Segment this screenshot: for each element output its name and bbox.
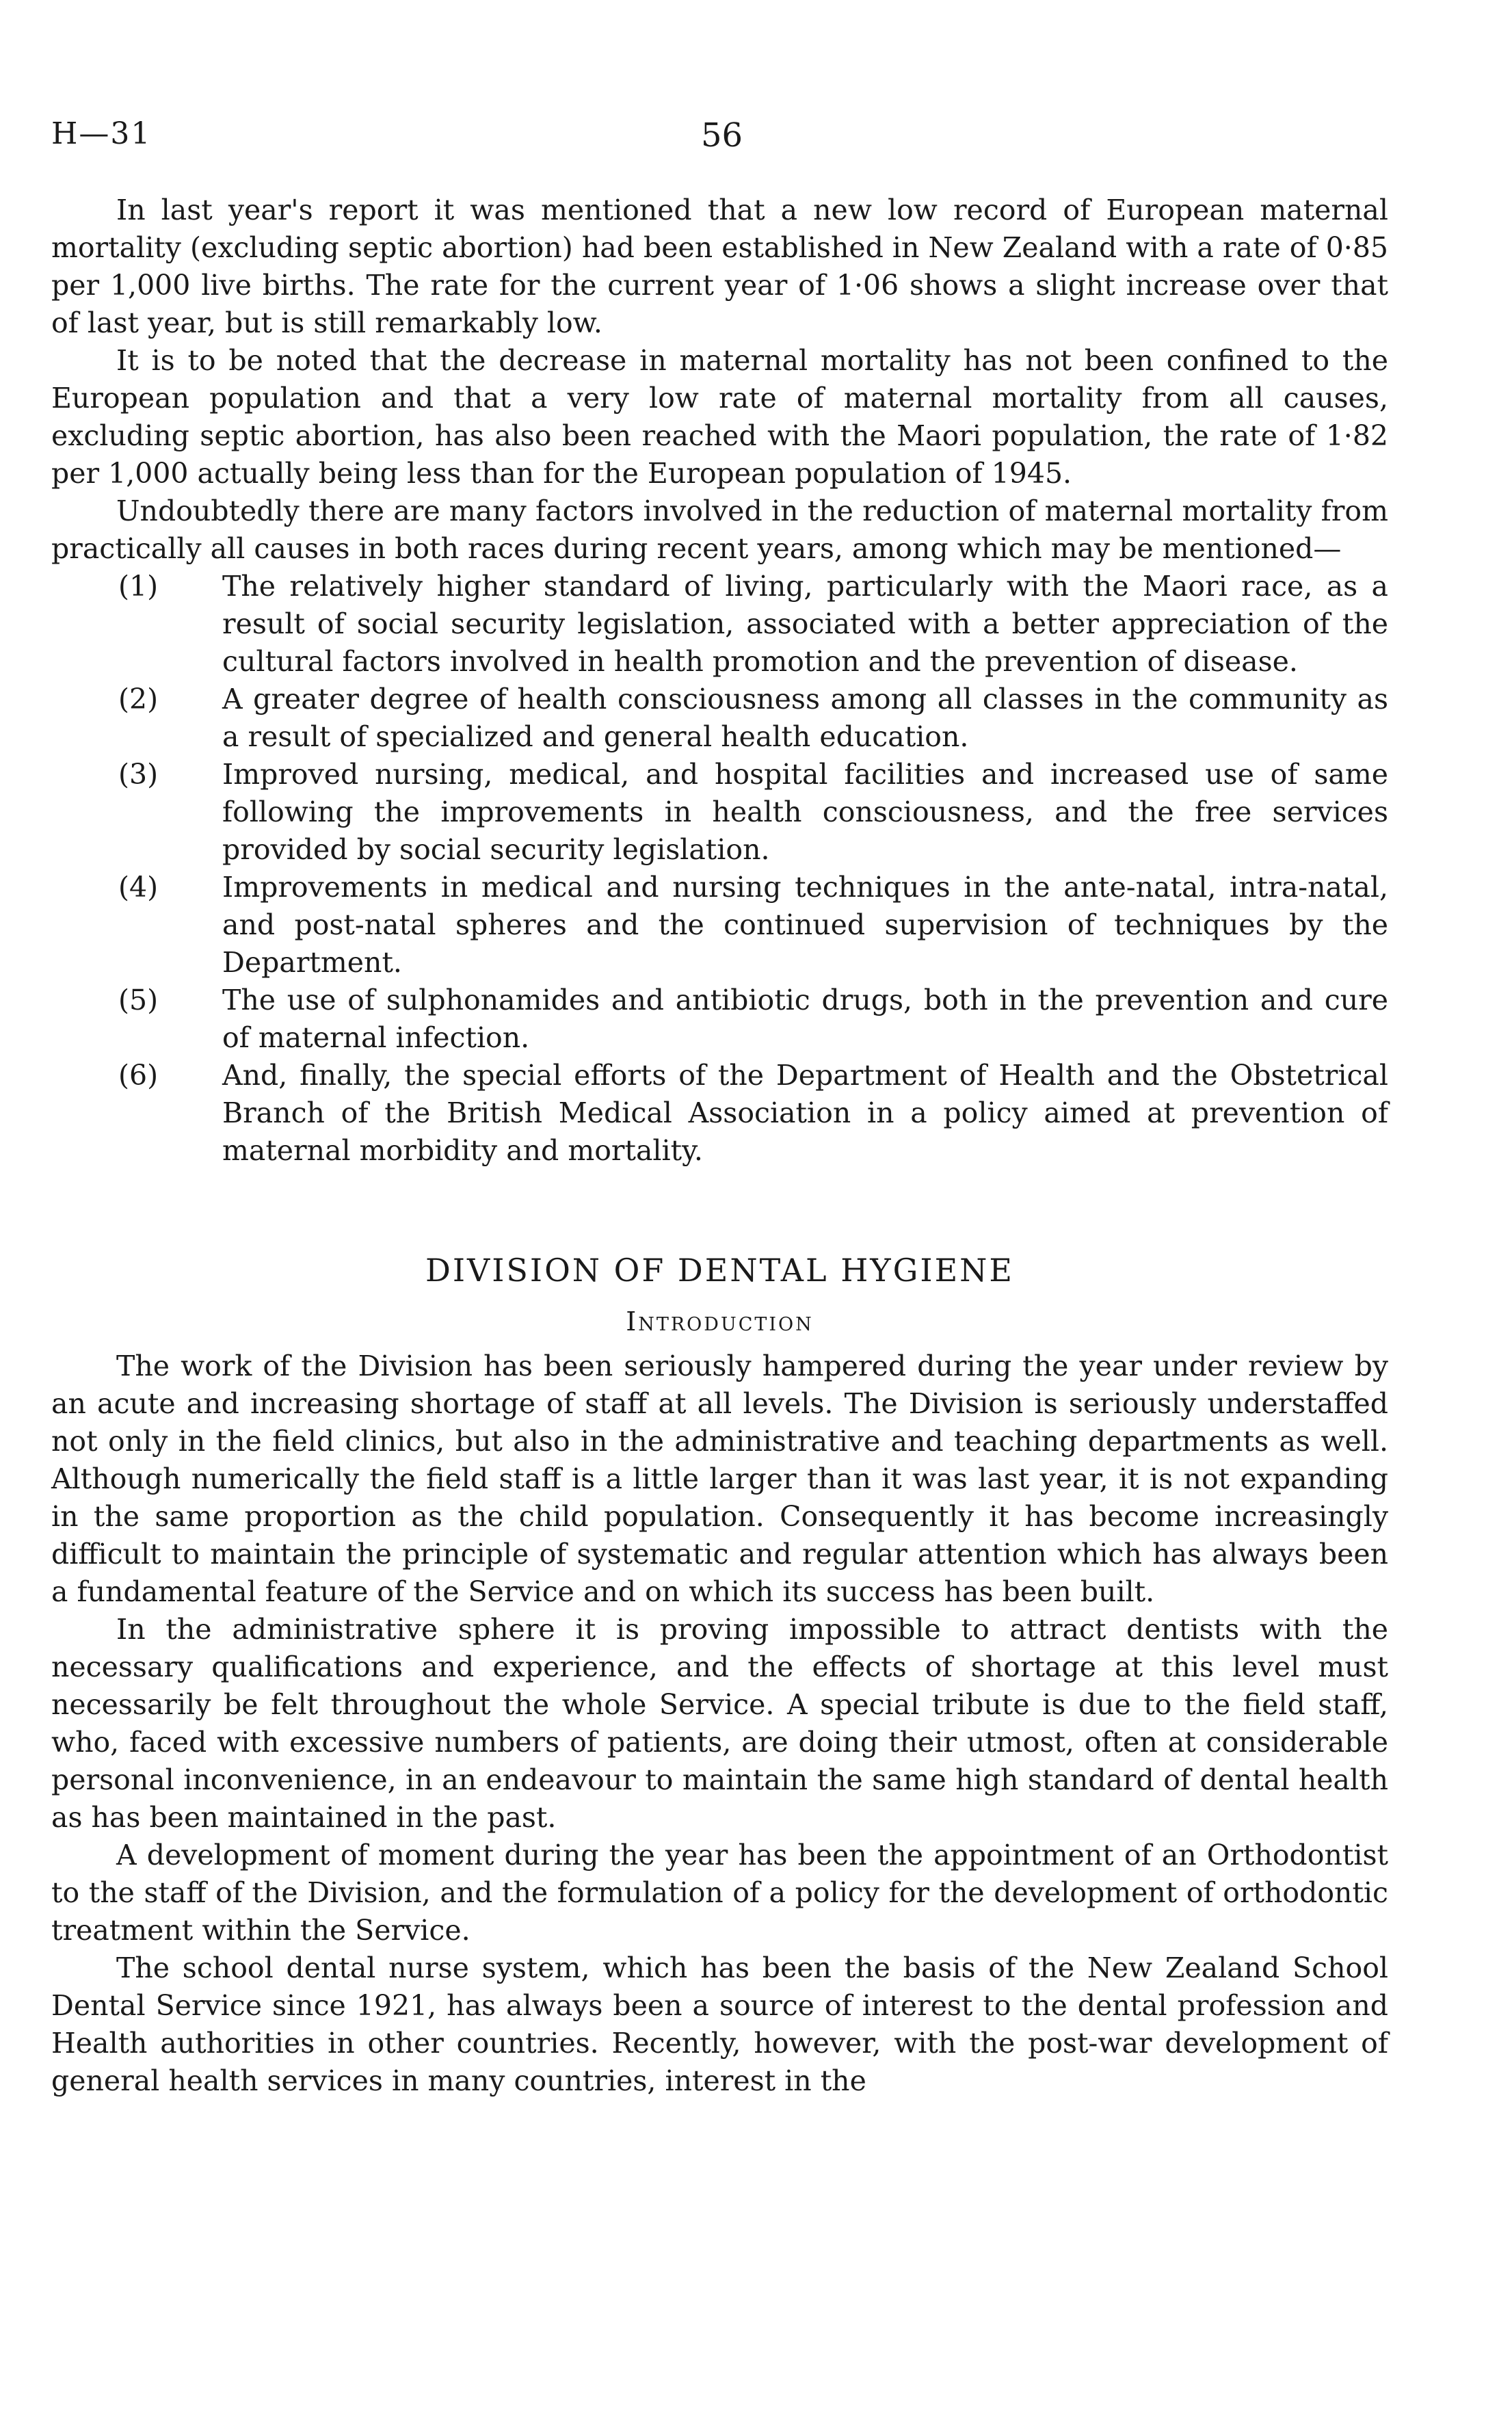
document-reference: H—31 xyxy=(51,116,152,151)
list-number: (6) xyxy=(118,1059,159,1092)
paragraph: The school dental nurse system, which has been the basis of the New Zealand School Dental Service since 1921, has always been a source of interest to the dental profession and Health authorities in other countries. Recently, however, with the post-war development of general health services in many countries, interest in the xyxy=(51,1952,1388,2097)
list-number: (4) xyxy=(118,871,159,904)
list-text: A greater degree of health consciousness among all classes in the community as a result of specialized and general health education. xyxy=(222,683,1388,753)
paragraph: It is to be noted that the decrease in maternal mortality has not been confined to the European population and that a very low rate of maternal mortality from all causes, excluding septic abortion, has also been reached with the Maori population, the rate of 1·82 per 1,000 actually being less than for the European population of 1945. xyxy=(51,344,1388,490)
list-item xyxy=(51,1057,1388,1170)
list-number: (5) xyxy=(118,984,159,1016)
list-text: And, finally, the special efforts of the Department of Health and the Obstetrical Branch of the British Medical Association in a policy aimed at prevention of maternal morbidity and mortality. xyxy=(222,1059,1388,1167)
list-text: Improvements in medical and nursing techniques in the ante-natal, intra-natal, and post-natal spheres and the continued supervision of techniques by the Department. xyxy=(222,871,1388,979)
factors-list xyxy=(51,568,1388,1170)
list-item xyxy=(51,681,1388,756)
document-page xyxy=(51,103,1388,2100)
list-item xyxy=(51,568,1388,681)
paragraph: In last year's report it was mentioned that a new low record of European maternal mortality (excluding septic abortion) had been established in New Zealand with a rate of 0·85 per 1,000 live births. The rate for the current year of 1·06 shows a slight increase over that of last year, but is still remarkably low. xyxy=(51,194,1388,339)
list-text: Improved nursing, medical, and hospital facilities and increased use of same following the improvements in health consciousness, and the free services provided by social security legislation. xyxy=(222,758,1388,866)
list-number: (2) xyxy=(118,683,159,715)
list-text: The relatively higher standard of living, particularly with the Maori race, as a result of social security legislation, associated with a better appreciation of the cultural factors involved in health promotion and the prevention of disease. xyxy=(222,570,1388,678)
list-item xyxy=(51,756,1388,869)
list-item xyxy=(51,869,1388,982)
list-text: The use of sulphonamides and antibiotic drugs, both in the prevention and cure of maternal infection. xyxy=(222,984,1388,1054)
section-title: DIVISION OF DENTAL HYGIENE xyxy=(425,1252,1015,1289)
paragraph: The work of the Division has been seriously hampered during the year under review by an acute and increasing shortage of staff at all levels. The Division is seriously understaffed not only in the field clinics, but also in the administrative and teaching departments as well. Although numerically the field staff is a little larger than it was last year, it is not expanding in the same proportion as the child population. Consequently it has become increasingly difficult to maintain the principle of systematic and regular attention which has always been a fundamental feature of the Service and on which its success has been built. xyxy=(51,1350,1388,1608)
list-number: (3) xyxy=(118,758,159,791)
page-number: 56 xyxy=(701,116,743,155)
list-number: (1) xyxy=(118,570,159,603)
page-body xyxy=(51,192,1388,2100)
paragraph: In the administrative sphere it is proving impossible to attract dentists with the necessary qualifications and experience, and the effects of shortage at this level must necessarily be felt throughout the whole Service. A special tribute is due to the field staff, who, faced with excessive numbers of patients, are doing their utmost, often at considerable personal inconvenience, in an endeavour to maintain the same high standard of dental health as has been maintained in the past. xyxy=(51,1613,1388,1834)
section-subtitle: Introduction xyxy=(626,1306,814,1337)
paragraph: A development of moment during the year has been the appointment of an Orthodontist to the staff of the Division, and the formulation of a policy for the development of orthodontic treatment within the Service. xyxy=(51,1839,1388,1947)
list-item xyxy=(51,982,1388,1057)
paragraph: Undoubtedly there are many factors involved in the reduction of maternal mortality from practically all causes in both races during recent years, among which may be mentioned— xyxy=(51,495,1388,565)
page-header xyxy=(51,103,1388,157)
